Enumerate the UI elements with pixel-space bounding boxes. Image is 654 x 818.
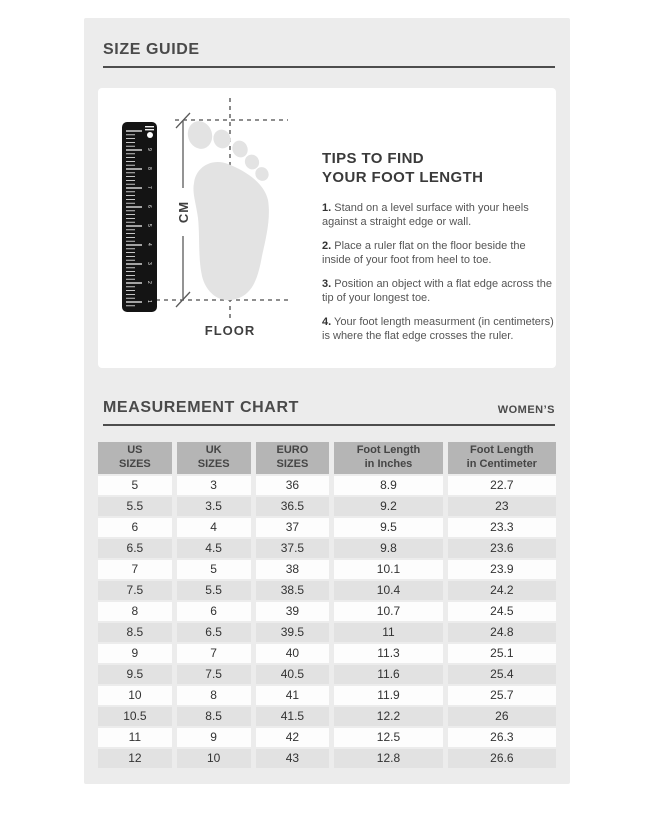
table-cell: 36 <box>256 476 330 495</box>
table-row <box>98 560 556 579</box>
table-cell: 11 <box>98 728 172 747</box>
table-cell: 4 <box>177 518 251 537</box>
table-cell: 8.5 <box>177 707 251 726</box>
size-table-container <box>93 440 561 770</box>
table-row <box>98 581 556 600</box>
table-cell: 39 <box>256 602 330 621</box>
size-guide-title: SIZE GUIDE <box>103 41 200 58</box>
svg-text:4: 4 <box>146 243 152 246</box>
table-cell: 4.5 <box>177 539 251 558</box>
column-header-foot-length-inches: Foot Length in Inches <box>334 442 442 474</box>
measurement-chart-header <box>103 398 555 426</box>
table-cell: 38 <box>256 560 330 579</box>
ruler-icon <box>122 122 157 312</box>
table-cell: 24.8 <box>448 623 556 642</box>
column-header-uk-sizes: UK SIZES <box>177 442 251 474</box>
size-table-header-row <box>98 442 556 474</box>
table-cell: 37.5 <box>256 539 330 558</box>
table-cell: 8 <box>98 602 172 621</box>
table-cell: 11.9 <box>334 686 442 705</box>
table-cell: 7 <box>177 644 251 663</box>
table-cell: 11.6 <box>334 665 442 684</box>
svg-text:3: 3 <box>146 262 152 265</box>
table-cell: 5.5 <box>177 581 251 600</box>
column-header-euro-sizes: EURO SIZES <box>256 442 330 474</box>
table-cell: 9 <box>98 644 172 663</box>
table-cell: 10 <box>98 686 172 705</box>
table-cell: 26.3 <box>448 728 556 747</box>
table-cell: 9.5 <box>98 665 172 684</box>
foot-measure-illustration <box>98 88 556 368</box>
table-cell: 5 <box>98 476 172 495</box>
column-header-foot-length-centimeter: Foot Length in Centimeter <box>448 442 556 474</box>
svg-text:7: 7 <box>146 186 152 189</box>
table-cell: 7.5 <box>98 581 172 600</box>
svg-text:8: 8 <box>146 167 152 170</box>
table-cell: 11.3 <box>334 644 442 663</box>
table-cell: 10.1 <box>334 560 442 579</box>
table-cell: 6.5 <box>98 539 172 558</box>
table-row <box>98 665 556 684</box>
table-cell: 6.5 <box>177 623 251 642</box>
table-cell: 6 <box>177 602 251 621</box>
table-row <box>98 686 556 705</box>
tip-item-3: 3. Position an object with a flat edge across the tip of your longest toe. <box>322 277 552 305</box>
size-guide-header <box>103 40 555 68</box>
table-cell: 10.5 <box>98 707 172 726</box>
table-row <box>98 602 556 621</box>
table-row <box>98 539 556 558</box>
tip-item-4: 4. Your foot length measurment (in centimeters) is where the flat edge crosses the ruler. <box>322 315 554 343</box>
womens-label: WOMEN’S <box>497 404 555 416</box>
table-row <box>98 644 556 663</box>
table-cell: 11 <box>334 623 442 642</box>
table-cell: 12.8 <box>334 749 442 768</box>
table-cell: 40 <box>256 644 330 663</box>
table-row <box>98 518 556 537</box>
table-row <box>98 497 556 516</box>
table-cell: 9 <box>177 728 251 747</box>
table-cell: 43 <box>256 749 330 768</box>
table-cell: 37 <box>256 518 330 537</box>
table-cell: 10.4 <box>334 581 442 600</box>
table-cell: 12.2 <box>334 707 442 726</box>
table-cell: 9.8 <box>334 539 442 558</box>
table-cell: 25.4 <box>448 665 556 684</box>
measurement-chart-section <box>84 398 570 770</box>
svg-text:9: 9 <box>146 148 152 151</box>
table-cell: 40.5 <box>256 665 330 684</box>
column-header-us-sizes: US SIZES <box>98 442 172 474</box>
table-row <box>98 476 556 495</box>
table-cell: 42 <box>256 728 330 747</box>
size-guide-panel <box>84 18 570 784</box>
measurement-chart-title: MEASUREMENT CHART <box>103 399 299 416</box>
table-cell: 24.2 <box>448 581 556 600</box>
svg-text:2: 2 <box>146 281 152 284</box>
table-cell: 39.5 <box>256 623 330 642</box>
table-cell: 23.6 <box>448 539 556 558</box>
table-cell: 22.7 <box>448 476 556 495</box>
table-cell: 8 <box>177 686 251 705</box>
table-cell: 5.5 <box>98 497 172 516</box>
table-cell: 25.1 <box>448 644 556 663</box>
table-row <box>98 707 556 726</box>
size-table-body <box>98 476 556 768</box>
footprint-icon <box>184 118 271 300</box>
table-cell: 9.5 <box>334 518 442 537</box>
table-cell: 3.5 <box>177 497 251 516</box>
table-cell: 41.5 <box>256 707 330 726</box>
table-cell: 36.5 <box>256 497 330 516</box>
table-cell: 8.5 <box>98 623 172 642</box>
table-cell: 24.5 <box>448 602 556 621</box>
table-cell: 7 <box>98 560 172 579</box>
table-cell: 10 <box>177 749 251 768</box>
table-cell: 5 <box>177 560 251 579</box>
svg-text:5: 5 <box>146 224 152 227</box>
table-cell: 6 <box>98 518 172 537</box>
table-cell: 41 <box>256 686 330 705</box>
table-row <box>98 749 556 768</box>
table-cell: 26.6 <box>448 749 556 768</box>
tips-block <box>322 150 554 353</box>
table-cell: 38.5 <box>256 581 330 600</box>
table-cell: 7.5 <box>177 665 251 684</box>
table-cell: 26 <box>448 707 556 726</box>
table-cell: 8.9 <box>334 476 442 495</box>
tip-item-2: 2. Place a ruler flat on the floor beside the inside of your foot from heel to toe. <box>322 239 526 267</box>
svg-text:6: 6 <box>146 205 152 208</box>
size-table <box>93 440 561 770</box>
svg-text:1: 1 <box>146 300 152 303</box>
tips-title: TIPS TO FIND YOUR FOOT LENGTH <box>322 150 484 186</box>
floor-label: FLOOR <box>204 323 256 338</box>
table-cell: 23.9 <box>448 560 556 579</box>
table-cell: 23 <box>448 497 556 516</box>
table-cell: 23.3 <box>448 518 556 537</box>
cm-label: CM <box>176 200 191 224</box>
table-cell: 10.7 <box>334 602 442 621</box>
table-cell: 3 <box>177 476 251 495</box>
tip-item-1: 1. Stand on a level surface with your heels against a straight edge or wall. <box>322 201 529 229</box>
table-row <box>98 623 556 642</box>
table-cell: 9.2 <box>334 497 442 516</box>
table-cell: 25.7 <box>448 686 556 705</box>
table-row <box>98 728 556 747</box>
table-cell: 12 <box>98 749 172 768</box>
table-cell: 12.5 <box>334 728 442 747</box>
